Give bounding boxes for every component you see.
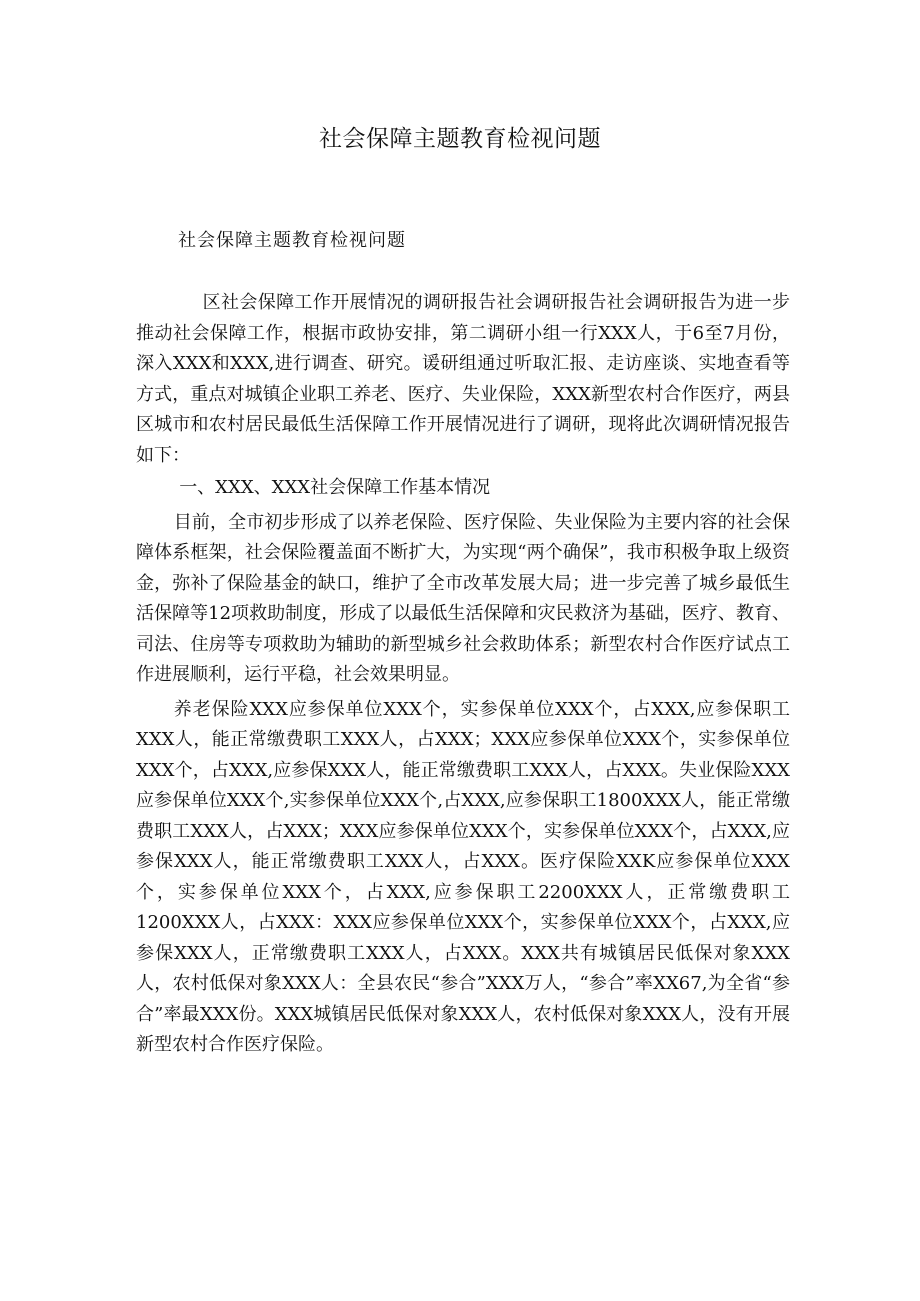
paragraph-overview: 目前，全市初步形成了以养老保险、医疗保险、失业保险为主要内容的社会保障体系框架，社会保险覆盖面不断扩大，为实现“两个确保”，我市积极争取上级资金，弥补了保险基金的缺口，维护了全市改革发展大局；进一步完善了城乡最低生活保障等12项救助制度，形成了以最低生活保障和灾民救济为基础，医疗、教育、司法、住房等专项救助为辅助的新型城乡社会救助体系；新型农村合作医疗试点工作进展顺利，运行平稳，社会效果明显。 (136, 511, 790, 685)
section-heading: 一、XXX、XXX社会保障工作基本情况 (179, 477, 491, 498)
document-subtitle: 社会保障主题教育检视问题 (178, 230, 406, 251)
paragraph-intro: 区社会保障工作开展情况的调研报告社会调研报告社会调研报告为进一步推动社会保障工作，根据市政协安排，第二调研小组一行XXX人，于6至7月份，深入XXX和XXX,进行调查、研究。谖研组通过听取汇报、走访座谈、实地查看等方式，重点对城镇企业职工养老、医疗、失业保险，XXX新型农村合作医疗，两县区城市和农村居民最低生活保障工作开展情况进行了调研，现将此次调研情况报告如下： (136, 292, 790, 466)
document-body (136, 288, 790, 1061)
paragraph-statistics: 养老保险XXX应参保单位XXX个，实参保单位XXX个，占XXX,应参保职工XXX人，能正常缴费职工XXX人，占XXX；XXX应参保单位XXX个，实参保单位XXX个，占XXX,应参保XXX人，能正常缴费职工XXX人，占XXX。失业保险XXX应参保单位XXX个,实参保单位XXX个,占XXX,应参保职工1800XXX人，能正常缴费职工XXX人，占XXX；XXX应参保单位XXX个，实参保单位XXX个，占XXX,应参保XXX人，能正常缴费职工XXX人，占XXX。医疗保险XXK应参保单位XXX个，实参保单位XXX个，占XXX,应参保职工2200XXX人，正常缴费职工1200XXX人，占XXX：XXX应参保单位XXX个，实参保单位XXX个，占XXX,应参保XXX人，正常缴费职工XXX人，占XXX。XXX共有城镇居民低保对象XXX人，农村低保对象XXX人：全县农民“参合”XXX万人，“参合”率XX67,为全省“参合”率最XXX份。XXX城镇居民低保对象XXX人，农村低保对象XXX人，没有开展新型农村合作医疗保险。 (136, 698, 790, 1055)
document-title: 社会保障主题教育检视问题 (319, 126, 601, 152)
